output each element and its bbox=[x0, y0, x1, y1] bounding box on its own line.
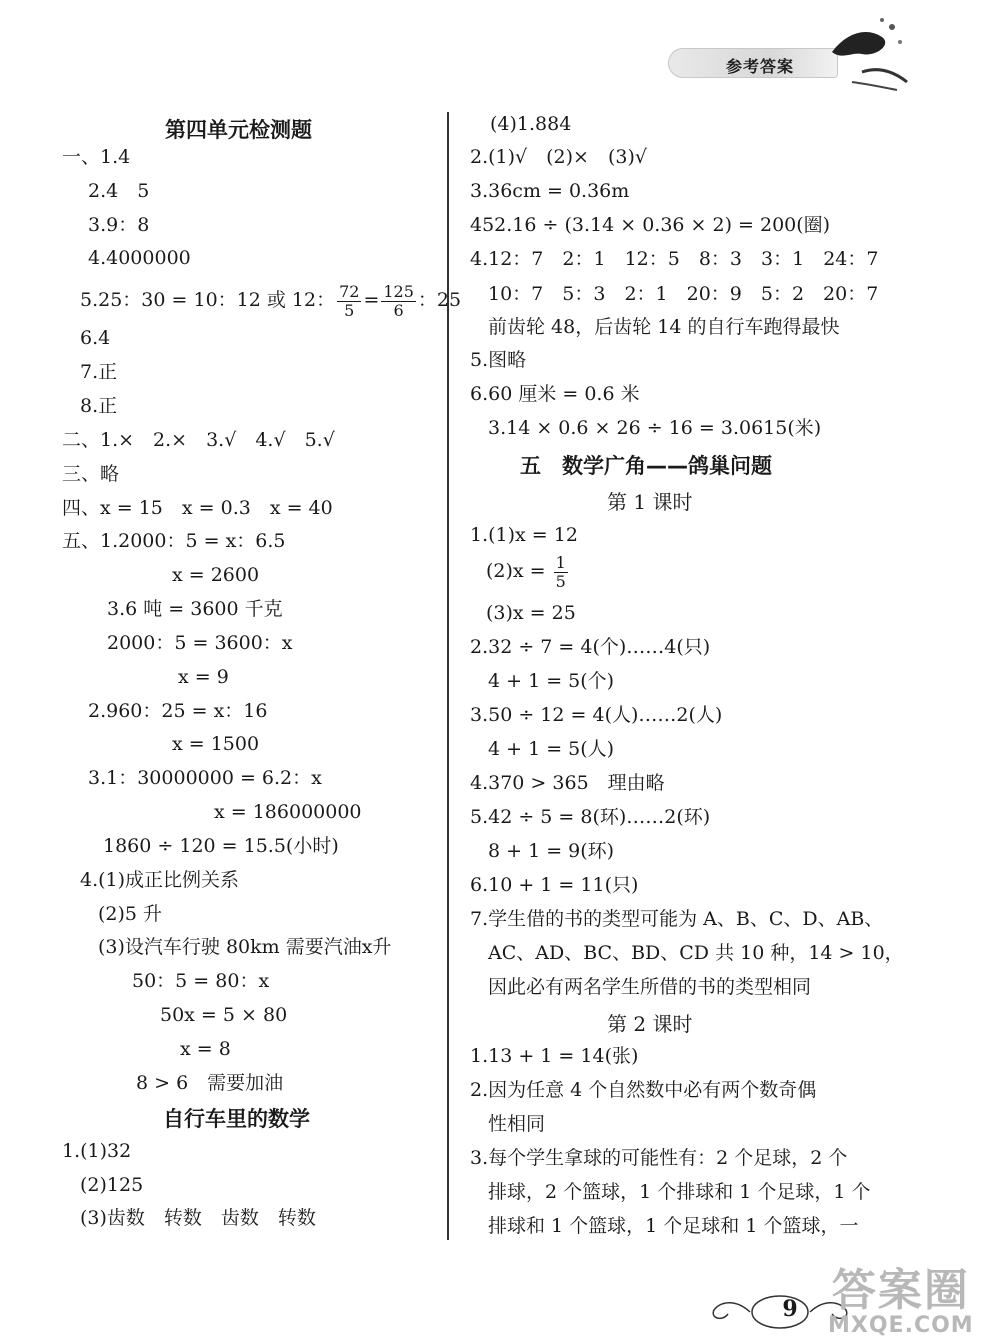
answer-line: (2)125 bbox=[80, 1174, 144, 1196]
answer-line: 排球，2 个篮球，1 个排球和 1 个足球，1 个 bbox=[488, 1181, 871, 1203]
answer-line: 50x = 5 × 80 bbox=[160, 1004, 288, 1026]
answer-line: 4.12：7 2：1 12：5 8：3 3：1 24：7 bbox=[470, 248, 879, 270]
answer-line: 7.学生借的书的类型可能为 A、B、C、D、AB、 bbox=[470, 908, 884, 930]
answer-line: 7.正 bbox=[80, 361, 118, 383]
answer-line: 因此必有两名学生所借的书的类型相同 bbox=[488, 976, 812, 998]
answer-line: x = 8 bbox=[180, 1038, 231, 1060]
answer-line: 排球和 1 个篮球，1 个足球和 1 个篮球，一 bbox=[488, 1215, 859, 1237]
answer-line: 50：5 = 80：x bbox=[132, 970, 270, 992]
answer-line: 2.(1)√ (2)× (3)√ bbox=[470, 146, 648, 168]
fraction-denominator: 5 bbox=[344, 300, 355, 320]
answer-line: (3)齿数 转数 齿数 转数 bbox=[80, 1207, 316, 1229]
lesson-subtitle-2: 第 2 课时 bbox=[607, 1012, 693, 1036]
answer-line: 452.16 ÷ (3.14 × 0.36 × 2) = 200(圈) bbox=[470, 214, 831, 236]
answer-line: 3.36cm = 0.36m bbox=[470, 180, 630, 202]
answer-line: 6.10 + 1 = 11(只) bbox=[470, 874, 639, 896]
answer-line: 4.370 > 365 理由略 bbox=[470, 772, 665, 794]
fraction-numerator: 1 bbox=[555, 552, 566, 572]
lesson-subtitle-1: 第 1 课时 bbox=[607, 490, 693, 514]
header-badge-label: 参考答案 bbox=[726, 57, 795, 76]
answer-line: 四、x = 15 x = 0.3 x = 40 bbox=[62, 497, 333, 519]
answer-line: 2000：5 = 3600：x bbox=[107, 632, 293, 654]
answer-line: 1.(1)x = 12 bbox=[470, 524, 578, 546]
answer-line: 3.每个学生拿球的可能性有：2 个足球，2 个 bbox=[470, 1147, 848, 1169]
answer-line: 1860 ÷ 120 = 15.5(小时) bbox=[103, 835, 339, 857]
answer-line: (2)5 升 bbox=[98, 903, 163, 925]
answer-line: 3.6 吨 = 3600 千克 bbox=[107, 598, 283, 620]
answer-line: (4)1.884 bbox=[490, 113, 572, 135]
page-number-box bbox=[755, 1290, 825, 1330]
fraction-numerator: 72 bbox=[339, 281, 360, 301]
answer-line-fraction bbox=[486, 553, 570, 591]
answer-line: 8.正 bbox=[80, 395, 118, 417]
answer-line: 前齿轮 48，后齿轮 14 的自行车跑得最快 bbox=[488, 316, 840, 338]
page-number: 9 bbox=[782, 1296, 798, 1322]
answer-text: 5.25：30 = 10：12 或 12： bbox=[80, 289, 336, 311]
answer-line: 性相同 bbox=[488, 1113, 546, 1135]
answer-line: x = 1500 bbox=[172, 733, 260, 755]
answer-line: 6.60 厘米 = 0.6 米 bbox=[470, 383, 640, 405]
section-title-bicycle: 自行车里的数学 bbox=[163, 1107, 310, 1131]
answer-line: 4 + 1 = 5(个) bbox=[488, 670, 615, 692]
answer-line: (3)x = 25 bbox=[486, 602, 576, 624]
answer-line: 2.4 5 bbox=[88, 180, 150, 202]
answer-line: 2.960：25 = x：16 bbox=[88, 700, 268, 722]
answer-line: 五、1.2000：5 = x：6.5 bbox=[62, 530, 286, 552]
answer-line: x = 9 bbox=[178, 666, 229, 688]
fraction-denominator: 6 bbox=[393, 300, 404, 320]
fraction-numerator: 125 bbox=[383, 281, 414, 301]
answer-line: 3.14 × 0.6 × 26 ÷ 16 = 3.0615(米) bbox=[488, 417, 822, 439]
answer-line: 2.因为任意 4 个自然数中必有两个数奇偶 bbox=[470, 1079, 817, 1101]
answer-line: 4.4000000 bbox=[88, 247, 191, 269]
answer-line: 5.42 ÷ 5 = 8(环)……2(环) bbox=[470, 806, 711, 828]
answer-text: (2)x = bbox=[486, 560, 552, 582]
answer-line: 8 + 1 = 9(环) bbox=[488, 840, 615, 862]
answer-line: 5.图略 bbox=[470, 349, 527, 371]
answer-line: 3.1：30000000 = 6.2：x bbox=[88, 767, 322, 789]
fraction-denominator: 5 bbox=[555, 571, 566, 591]
answer-line: 3.9：8 bbox=[88, 214, 150, 236]
section-title-unit4: 第四单元检测题 bbox=[165, 118, 312, 142]
answer-line: x = 2600 bbox=[172, 564, 260, 586]
answer-line: x = 186000000 bbox=[214, 801, 362, 823]
watermark-line2: MXQE.COM bbox=[828, 1313, 974, 1338]
answer-line: 1.(1)32 bbox=[62, 1140, 132, 1162]
answer-line: 二、1.× 2.× 3.√ 4.√ 5.√ bbox=[62, 429, 335, 451]
section-title-pigeonhole: 五 数学广角——鸽巢问题 bbox=[520, 454, 772, 478]
answer-line: 4 + 1 = 5(人) bbox=[488, 738, 615, 760]
fraction bbox=[554, 554, 568, 591]
answer-line: 一、1.4 bbox=[62, 146, 131, 168]
answer-line: 6.4 bbox=[80, 327, 111, 349]
answer-line: 2.32 ÷ 7 = 4(个)……4(只) bbox=[470, 636, 711, 658]
answer-line: 4.(1)成正比例关系 bbox=[80, 869, 240, 891]
answer-line: 8 > 6 需要加油 bbox=[136, 1072, 284, 1094]
answer-line: 3.50 ÷ 12 = 4(人)……2(人) bbox=[470, 704, 723, 726]
answer-text: = bbox=[363, 289, 380, 311]
watermark-line1: 答案圈 bbox=[831, 1265, 970, 1316]
watermark-logo bbox=[828, 1265, 974, 1338]
answer-line: AC、AD、BC、BD、CD 共 10 种，14 > 10， bbox=[488, 942, 904, 964]
answer-line: 三、略 bbox=[62, 463, 120, 485]
answer-line: 1.13 + 1 = 14(张) bbox=[470, 1045, 639, 1067]
answer-text: ：25 bbox=[417, 289, 462, 311]
answer-line: (3)设汽车行驶 80km 需要汽油x升 bbox=[98, 936, 392, 958]
answer-line: 10：7 5：3 2：1 20：9 5：2 20：7 bbox=[488, 283, 879, 305]
